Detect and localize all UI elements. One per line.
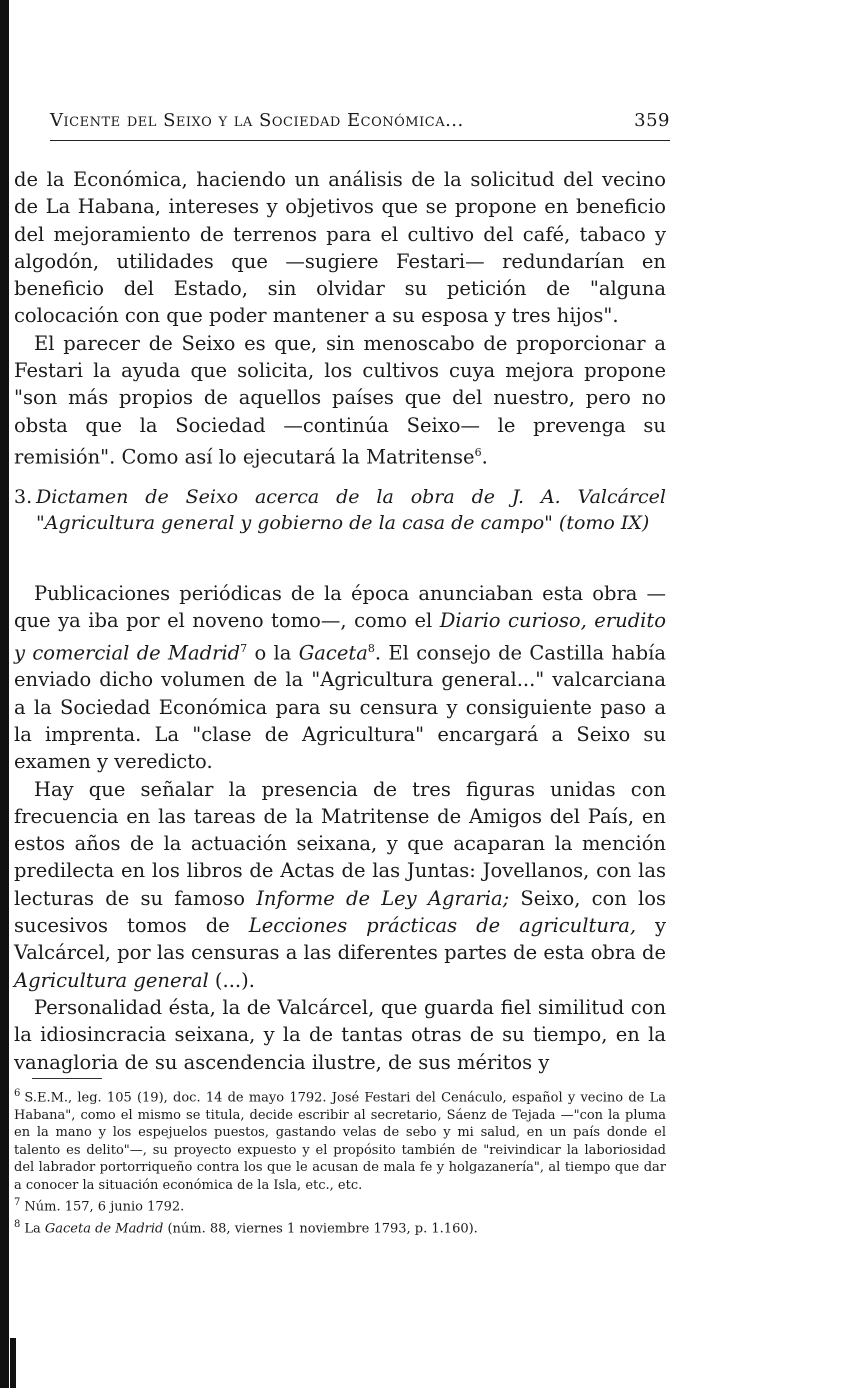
paragraph: de la Económica, haciendo un análisis de la solicitud del vecino de La Habana, intereses y objetivos que se propone en beneficio del mejoramiento de terrenos para el cultivo del café, tabaco y algodón, utilidades que —sugiere Festari— redundarían en beneficio del Estado, sin olvidar su petición de "alguna colocación con que poder mantener a su esposa y tres hijos". (14, 168, 666, 328)
book-binding-edge (0, 0, 9, 1388)
paragraph: Personalidad ésta, la de Valcárcel, que guarda fiel similitud con la idiosincracia seixana, y la de tantas otras de su tiempo, en la vanagloria de su ascendencia ilustre, de sus méritos y (14, 995, 666, 1074)
binding-corner (10, 1338, 16, 1388)
header-rule (50, 140, 670, 141)
section-title: Dictamen de Seixo acerca de la obra de J. A. Valcárcel "Agricultura general y gobierno de la casa de campo" (tomo IX) (36, 486, 666, 534)
footnote: $^8$ La Gaceta de Madrid (núm. 88, viernes 1 noviembre 1793, p. 1.160). (14, 1219, 478, 1237)
section-text (14, 580, 666, 1076)
paragraph: Publicaciones periódicas de la época anunciaban esta obra —que ya iba por el noveno tomo—, como el Diario curioso, erudito y comercial de Madrid$^7$ o la Gaceta$^8$. El consejo de Castilla había enviado dicho volumen de la "Agricultura general..." valcarciana a la Sociedad Económica para su censura y consiguiente paso a la imprenta. La "clase de Agricultura" encargará a Seixo su examen y veredicto. (14, 582, 666, 774)
paragraph: Hay que señalar la presencia de tres figuras unidas con frecuencia en las tareas de la Matritense de Amigos del País, en estos años de la actuación seixana, y que acaparan la mención predilecta en los libros de Actas de las Juntas: Jovellanos, con las lecturas de su famoso Informe de Ley Agraria; Seixo, con los sucesivos tomos de Lecciones prácticas de agricultura, y Valcárcel, por las censuras a las diferentes partes de esta obra de Agricultura general (...). (14, 777, 667, 992)
footnote-ref: 6 (474, 445, 482, 459)
page-number: 359 (634, 110, 670, 131)
paragraph: El parecer de Seixo es que, sin menoscabo de proporcionar a Festari la ayuda que solicita, los cultivos cuya mejora propone "son más propios de aquellos países que del nuestro, pero no obsta que la Sociedad —continúa Seixo— le prevenga su remisión". Como así lo ejecutará la Matritense$^6$. (14, 331, 666, 469)
running-title: Vicente del Seixo y la Sociedad Económica... (50, 110, 464, 131)
footnote: $^6$ S.E.M., leg. 105 (19), doc. 14 de mayo 1792. José Festari del Cenáculo, español y vecino de La Habana", como el mismo se titula, decide escribir al secretario, Sáenz de Tejada —"con la pluma en la mano y los espejuelos puestos, gastando velas de sebo y mi salud, en un país donde el talento es delito"—, su proyecto expuesto y el propósito también de "reivindicar la laboriosidad del labrador portorriqueño contra los que le acusan de mala fe y holgazanería", al tiempo que dar a conocer la situación económica de la Isla, etc., etc. (14, 1088, 666, 1193)
footnote: $^7$ Núm. 157, 6 junio 1792. (14, 1197, 185, 1215)
intro-text (14, 166, 666, 471)
section-number: 3. (14, 486, 33, 508)
footnote-rule (32, 1078, 102, 1079)
footnote-ref: 7 (240, 641, 248, 655)
footnote-ref: 8 (367, 641, 375, 655)
section-heading (14, 484, 666, 536)
footnotes (14, 1085, 666, 1238)
running-header (50, 110, 670, 131)
